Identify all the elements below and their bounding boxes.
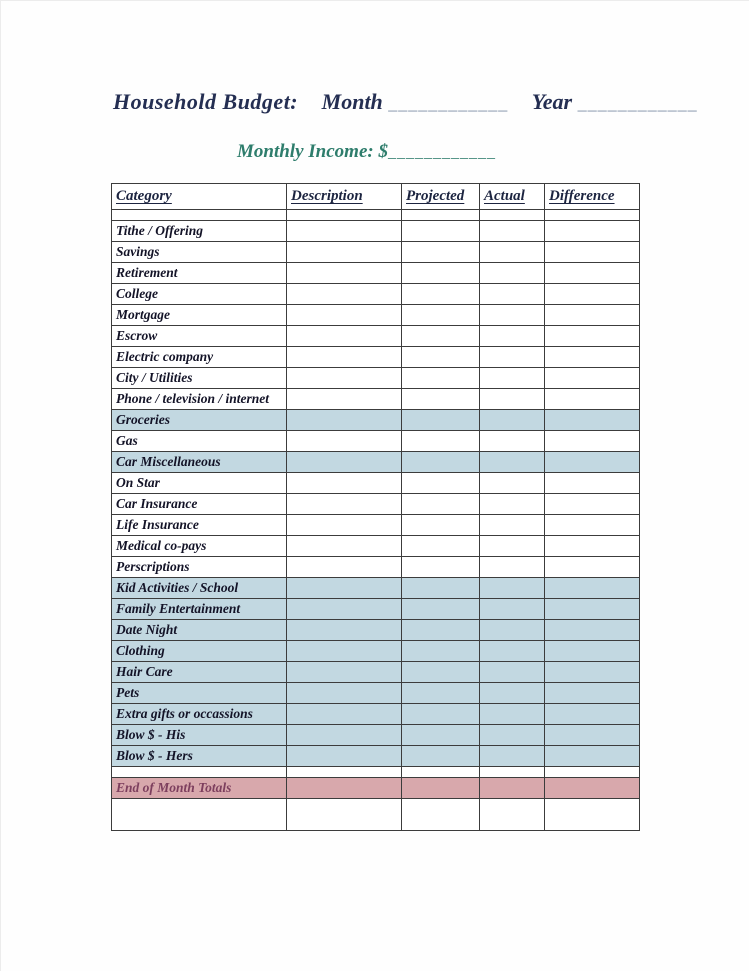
description-cell [287, 778, 402, 799]
actual-cell [480, 746, 545, 767]
income-currency: $ [378, 141, 388, 162]
projected-cell [402, 599, 480, 620]
difference-cell [545, 326, 640, 347]
description-cell [287, 368, 402, 389]
difference-cell [545, 799, 640, 831]
projected-cell [402, 210, 480, 221]
description-cell [287, 410, 402, 431]
table-row [112, 799, 640, 831]
projected-cell [402, 326, 480, 347]
projected-cell [402, 410, 480, 431]
actual-cell [480, 515, 545, 536]
actual-cell [480, 284, 545, 305]
category-cell [112, 210, 287, 221]
difference-cell [545, 347, 640, 368]
category-cell: Gas [112, 431, 287, 452]
description-cell [287, 746, 402, 767]
table-row [112, 557, 640, 578]
category-cell: Tithe / Offering [112, 221, 287, 242]
description-cell [287, 242, 402, 263]
actual-cell [480, 494, 545, 515]
difference-cell [545, 557, 640, 578]
table-row [112, 494, 640, 515]
table-row [112, 683, 640, 704]
category-cell: Car Insurance [112, 494, 287, 515]
description-cell [287, 305, 402, 326]
description-cell [287, 704, 402, 725]
actual-cell [480, 389, 545, 410]
table-row [112, 767, 640, 778]
actual-cell [480, 557, 545, 578]
projected-cell [402, 263, 480, 284]
difference-cell [545, 452, 640, 473]
year-blank-field: ____________ [577, 93, 698, 113]
actual-cell [480, 536, 545, 557]
description-cell [287, 431, 402, 452]
description-cell [287, 725, 402, 746]
category-cell: City / Utilities [112, 368, 287, 389]
difference-cell [545, 410, 640, 431]
category-cell: Family Entertainment [112, 599, 287, 620]
actual-cell [480, 347, 545, 368]
description-cell [287, 767, 402, 778]
table-row [112, 210, 640, 221]
description-cell [287, 641, 402, 662]
category-cell: Groceries [112, 410, 287, 431]
category-cell: Car Miscellaneous [112, 452, 287, 473]
income-label: Monthly Income: [237, 141, 374, 162]
actual-cell [480, 725, 545, 746]
projected-cell [402, 221, 480, 242]
month-blank-field: ____________ [388, 93, 509, 113]
header-cell-projected: Projected [402, 184, 480, 210]
monthly-income-line [237, 141, 496, 163]
category-cell: Phone / television / internet [112, 389, 287, 410]
page-title: Household Budget: [113, 89, 299, 114]
category-cell: End of Month Totals [112, 778, 287, 799]
difference-cell [545, 242, 640, 263]
category-cell: Escrow [112, 326, 287, 347]
actual-cell [480, 431, 545, 452]
difference-cell [545, 368, 640, 389]
category-cell: Hair Care [112, 662, 287, 683]
actual-cell [480, 662, 545, 683]
projected-cell [402, 683, 480, 704]
table-row [112, 305, 640, 326]
budget-table [111, 183, 640, 831]
description-cell [287, 326, 402, 347]
difference-cell [545, 620, 640, 641]
actual-cell [480, 452, 545, 473]
difference-cell [545, 494, 640, 515]
category-cell: On Star [112, 473, 287, 494]
table-row [112, 326, 640, 347]
table-row [112, 263, 640, 284]
table-row [112, 725, 640, 746]
category-cell: Date Night [112, 620, 287, 641]
actual-cell [480, 263, 545, 284]
actual-cell [480, 704, 545, 725]
month-label: Month [321, 89, 383, 114]
header-cell-category: Category [112, 184, 287, 210]
category-cell [112, 767, 287, 778]
difference-cell [545, 578, 640, 599]
category-cell: Mortgage [112, 305, 287, 326]
table-row [112, 662, 640, 683]
description-cell [287, 473, 402, 494]
page-title-line [113, 89, 698, 115]
category-cell: College [112, 284, 287, 305]
description-cell [287, 599, 402, 620]
category-cell: Blow $ - Hers [112, 746, 287, 767]
description-cell [287, 799, 402, 831]
actual-cell [480, 599, 545, 620]
projected-cell [402, 494, 480, 515]
projected-cell [402, 368, 480, 389]
budget-table-body [112, 210, 640, 831]
table-row [112, 778, 640, 799]
table-row [112, 536, 640, 557]
difference-cell [545, 767, 640, 778]
actual-cell [480, 326, 545, 347]
actual-cell [480, 778, 545, 799]
actual-cell [480, 368, 545, 389]
actual-cell [480, 578, 545, 599]
description-cell [287, 210, 402, 221]
category-cell: Savings [112, 242, 287, 263]
category-cell: Medical co-pays [112, 536, 287, 557]
table-row [112, 620, 640, 641]
actual-cell [480, 767, 545, 778]
header-row [112, 184, 640, 210]
projected-cell [402, 746, 480, 767]
description-cell [287, 494, 402, 515]
difference-cell [545, 515, 640, 536]
difference-cell [545, 431, 640, 452]
projected-cell [402, 704, 480, 725]
difference-cell [545, 473, 640, 494]
category-cell: Pets [112, 683, 287, 704]
actual-cell [480, 410, 545, 431]
projected-cell [402, 799, 480, 831]
description-cell [287, 221, 402, 242]
projected-cell [402, 347, 480, 368]
difference-cell [545, 725, 640, 746]
table-row [112, 473, 640, 494]
table-row [112, 704, 640, 725]
income-blank-field: ____________ [387, 144, 496, 161]
header-cell-actual: Actual [480, 184, 545, 210]
projected-cell [402, 305, 480, 326]
actual-cell [480, 620, 545, 641]
description-cell [287, 515, 402, 536]
difference-cell [545, 536, 640, 557]
description-cell [287, 284, 402, 305]
difference-cell [545, 641, 640, 662]
actual-cell [480, 799, 545, 831]
table-row [112, 347, 640, 368]
table-row [112, 599, 640, 620]
category-cell: Perscriptions [112, 557, 287, 578]
header-cell-description: Description [287, 184, 402, 210]
difference-cell [545, 221, 640, 242]
projected-cell [402, 242, 480, 263]
difference-cell [545, 778, 640, 799]
category-cell: Extra gifts or occassions [112, 704, 287, 725]
description-cell [287, 620, 402, 641]
table-row [112, 452, 640, 473]
table-row [112, 746, 640, 767]
projected-cell [402, 557, 480, 578]
difference-cell [545, 683, 640, 704]
actual-cell [480, 473, 545, 494]
actual-cell [480, 210, 545, 221]
projected-cell [402, 641, 480, 662]
category-cell: Blow $ - His [112, 725, 287, 746]
projected-cell [402, 536, 480, 557]
category-cell: Clothing [112, 641, 287, 662]
projected-cell [402, 452, 480, 473]
difference-cell [545, 210, 640, 221]
projected-cell [402, 778, 480, 799]
difference-cell [545, 704, 640, 725]
projected-cell [402, 767, 480, 778]
description-cell [287, 389, 402, 410]
actual-cell [480, 242, 545, 263]
difference-cell [545, 263, 640, 284]
description-cell [287, 662, 402, 683]
table-row [112, 410, 640, 431]
description-cell [287, 578, 402, 599]
description-cell [287, 536, 402, 557]
actual-cell [480, 305, 545, 326]
difference-cell [545, 305, 640, 326]
table-row [112, 431, 640, 452]
year-label: Year [531, 89, 573, 114]
description-cell [287, 347, 402, 368]
projected-cell [402, 662, 480, 683]
table-row [112, 389, 640, 410]
description-cell [287, 557, 402, 578]
table-row [112, 368, 640, 389]
projected-cell [402, 620, 480, 641]
table-row [112, 221, 640, 242]
category-cell: Kid Activities / School [112, 578, 287, 599]
actual-cell [480, 683, 545, 704]
difference-cell [545, 662, 640, 683]
projected-cell [402, 473, 480, 494]
actual-cell [480, 221, 545, 242]
difference-cell [545, 746, 640, 767]
projected-cell [402, 725, 480, 746]
difference-cell [545, 284, 640, 305]
table-row [112, 284, 640, 305]
table-row [112, 641, 640, 662]
table-row [112, 242, 640, 263]
description-cell [287, 263, 402, 284]
difference-cell [545, 599, 640, 620]
projected-cell [402, 284, 480, 305]
table-row [112, 515, 640, 536]
header-cell-difference: Difference [545, 184, 640, 210]
description-cell [287, 452, 402, 473]
description-cell [287, 683, 402, 704]
table-row [112, 578, 640, 599]
actual-cell [480, 641, 545, 662]
category-cell: Electric company [112, 347, 287, 368]
category-cell: Life Insurance [112, 515, 287, 536]
category-cell [112, 799, 287, 831]
projected-cell [402, 389, 480, 410]
projected-cell [402, 515, 480, 536]
projected-cell [402, 578, 480, 599]
difference-cell [545, 389, 640, 410]
category-cell: Retirement [112, 263, 287, 284]
projected-cell [402, 431, 480, 452]
